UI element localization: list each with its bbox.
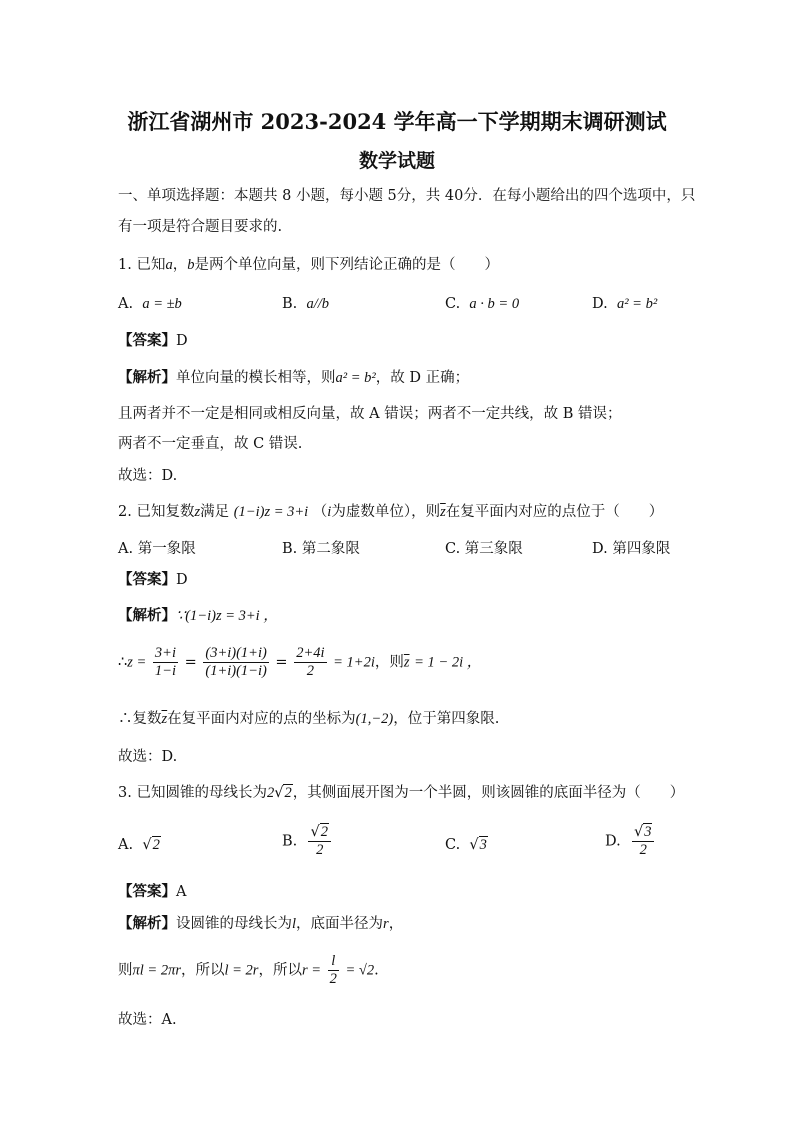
q2-option-d: D. 第四象限	[592, 541, 671, 557]
section-heading-line2: 有一项是符合题目要求的.	[118, 219, 283, 235]
q1-analysis-line3: 两者不一定垂直，故 C 错误.	[118, 436, 303, 452]
q2-option-a: A. 第一象限	[118, 541, 196, 557]
q1-vector-b: b	[187, 257, 195, 273]
q1-option-b: B. a//b	[282, 296, 330, 312]
q3-option-c: C. √3	[445, 837, 487, 853]
q2-option-b: B. 第二象限	[282, 541, 360, 557]
q3-stem: 3. 已知圆锥的母线长为2√2，其侧面展开图为一个半圆，则该圆锥的底面半径为（ ）	[118, 785, 685, 801]
q3-fraction: $\frac{l}{2}$	[329, 953, 337, 987]
q3-option-b: B. $\frac{√2}{2}$	[282, 824, 333, 859]
q1-choice: 故选：D.	[118, 468, 178, 484]
q3-option-d: D. $\frac{√3}{2}$	[605, 824, 656, 859]
q2-fraction-2: $\frac{(3+i)(1+i)}{(1+i)(1-i)}$	[205, 645, 267, 679]
q2-choice: 故选：D.	[118, 749, 178, 765]
q2-stem: 2. 已知复数z满足 (1−i)z = 3+i （i为虚数单位），则$\overline{z}$在复平面内对应的点位于（ ）	[118, 504, 664, 520]
q3-analysis-line2: 则πl = 2πr，所以l = 2r，所以r = $\frac{l}{2}$ = √2.	[118, 953, 379, 987]
q1-answer: 【答案】D	[118, 332, 188, 349]
q2-analysis-line3: ∴复数$\overline{z}$在复平面内对应的点的坐标为(1,−2)，位于第四象限.	[118, 711, 500, 727]
q1-vector-a: a	[165, 257, 173, 273]
page-title: 浙江省湖州市 2023-2024 学年高一下学期期末调研测试	[127, 109, 667, 134]
q2-fraction-3: $\frac{2+4i}{2}$	[296, 645, 325, 679]
q2-fraction-1: $\frac{3+i}{1-i}$	[154, 645, 176, 679]
q1-option-c: C. a · b = 0	[445, 296, 520, 312]
q1-option-d: D. a² = b²	[592, 296, 658, 312]
q3-analysis-line1: 【解析】设圆锥的母线长为l，底面半径为r，	[118, 915, 404, 932]
q3-choice: 故选：A.	[118, 1012, 177, 1028]
q1-option-a: A. a = ±b	[118, 296, 182, 312]
q1-stem: 1. 已知a，b是两个单位向量，则下列结论正确的是（ ）	[118, 257, 499, 273]
section-heading-line1: 一、单项选择题：本题共 8 小题，每小题 5分，共 40分．在每小题给出的四个选项中，只	[118, 188, 696, 204]
q1-analysis-line1: 【解析】单位向量的模长相等，则a² = b²，故 D 正确；	[118, 369, 470, 386]
page-subtitle: 数学试题	[358, 150, 435, 172]
q1-analysis-line2: 且两者并不一定是相同或相反向量，故 A 错误；两者不一定共线，故 B 错误；	[118, 406, 622, 422]
q2-answer: 【答案】D	[118, 571, 188, 588]
q2-analysis-derivation: ∴z = $\frac{3+i}{1-i}$ = $\frac{(3+i)(1+i)}{(1+i)(1-i)}$ = $\frac{2+4i}{2}$ = 1+2i，则$\overline{z} = 1 - 2i$ ，	[118, 645, 482, 679]
q3-answer: 【答案】A	[118, 883, 187, 900]
q2-analysis-line1: 【解析】∵(1−i)z = 3+i ，	[118, 607, 278, 624]
q3-option-a: A. √2	[118, 837, 160, 853]
q2-option-c: C. 第三象限	[445, 541, 523, 557]
